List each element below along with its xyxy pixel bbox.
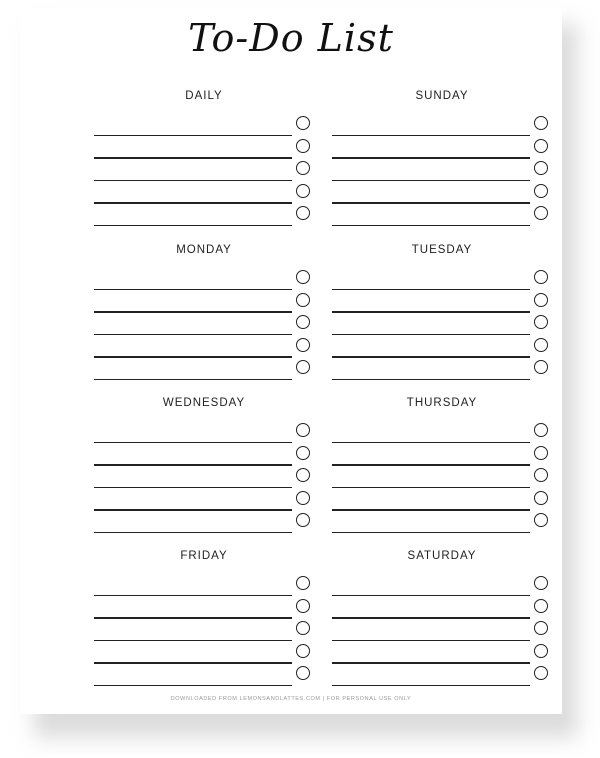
section-title: DAILY (185, 90, 223, 102)
task-checkbox[interactable] (534, 423, 548, 437)
task-checkbox[interactable] (534, 116, 548, 130)
task-row[interactable] (332, 619, 552, 641)
task-checkbox[interactable] (534, 315, 548, 329)
task-line[interactable] (332, 379, 530, 380)
task-checkbox[interactable] (296, 206, 310, 220)
footer-note: DOWNLOADED FROM LEMONSANDLATTES.COM | FOR PERSONAL USE ONLY (170, 696, 412, 702)
task-checkbox[interactable] (296, 576, 310, 590)
task-checkbox[interactable] (534, 513, 548, 527)
task-row[interactable] (94, 574, 314, 596)
task-row[interactable] (94, 204, 314, 226)
task-row[interactable] (94, 313, 314, 335)
task-line[interactable] (94, 685, 292, 686)
section-friday (94, 550, 314, 690)
task-row[interactable] (332, 444, 552, 466)
task-checkbox[interactable] (296, 184, 310, 198)
task-row[interactable] (94, 466, 314, 488)
task-row[interactable] (332, 313, 552, 335)
task-checkbox[interactable] (534, 293, 548, 307)
task-row[interactable] (332, 511, 552, 533)
task-checkbox[interactable] (296, 315, 310, 329)
task-row[interactable] (332, 421, 552, 443)
task-row[interactable] (94, 268, 314, 290)
task-row[interactable] (94, 511, 314, 533)
task-line[interactable] (94, 532, 292, 533)
task-row[interactable] (332, 597, 552, 619)
todo-page (20, 8, 562, 714)
task-row[interactable] (332, 182, 552, 204)
task-row[interactable] (332, 642, 552, 664)
task-checkbox[interactable] (296, 513, 310, 527)
task-line[interactable] (332, 532, 530, 533)
task-checkbox[interactable] (296, 423, 310, 437)
task-checkbox[interactable] (534, 468, 548, 482)
task-checkbox[interactable] (296, 599, 310, 613)
section-daily (94, 90, 314, 230)
section-title: MONDAY (176, 244, 232, 256)
task-checkbox[interactable] (534, 206, 548, 220)
task-row[interactable] (94, 137, 314, 159)
task-checkbox[interactable] (534, 446, 548, 460)
task-row[interactable] (332, 137, 552, 159)
task-row[interactable] (94, 664, 314, 686)
task-row[interactable] (94, 336, 314, 358)
task-checkbox[interactable] (296, 338, 310, 352)
section-title: FRIDAY (180, 550, 228, 562)
section-saturday (332, 550, 552, 690)
task-checkbox[interactable] (296, 270, 310, 284)
task-checkbox[interactable] (534, 644, 548, 658)
task-row[interactable] (332, 268, 552, 290)
task-row[interactable] (332, 664, 552, 686)
task-line[interactable] (94, 379, 292, 380)
section-title: SUNDAY (415, 90, 469, 102)
task-line[interactable] (332, 685, 530, 686)
task-row[interactable] (94, 114, 314, 136)
section-wednesday (94, 397, 314, 537)
task-checkbox[interactable] (296, 621, 310, 635)
section-sunday (332, 90, 552, 230)
task-checkbox[interactable] (534, 161, 548, 175)
task-row[interactable] (94, 421, 314, 443)
section-monday (94, 244, 314, 384)
task-checkbox[interactable] (534, 621, 548, 635)
task-row[interactable] (94, 619, 314, 641)
task-row[interactable] (332, 358, 552, 380)
task-checkbox[interactable] (296, 161, 310, 175)
task-checkbox[interactable] (534, 184, 548, 198)
task-checkbox[interactable] (296, 644, 310, 658)
task-row[interactable] (94, 358, 314, 380)
task-row[interactable] (332, 114, 552, 136)
task-row[interactable] (332, 336, 552, 358)
task-row[interactable] (94, 444, 314, 466)
section-thursday (332, 397, 552, 537)
task-checkbox[interactable] (534, 491, 548, 505)
task-checkbox[interactable] (534, 599, 548, 613)
section-title: SATURDAY (407, 550, 477, 562)
section-title: THURSDAY (406, 397, 478, 409)
section-tuesday (332, 244, 552, 384)
task-row[interactable] (94, 159, 314, 181)
task-checkbox[interactable] (296, 293, 310, 307)
task-checkbox[interactable] (296, 116, 310, 130)
task-row[interactable] (332, 204, 552, 226)
task-checkbox[interactable] (296, 446, 310, 460)
task-row[interactable] (332, 291, 552, 313)
task-row[interactable] (94, 597, 314, 619)
task-row[interactable] (332, 159, 552, 181)
task-row[interactable] (94, 489, 314, 511)
task-row[interactable] (332, 574, 552, 596)
task-row[interactable] (332, 466, 552, 488)
task-row[interactable] (94, 182, 314, 204)
page-title: To-Do List (188, 16, 394, 60)
task-checkbox[interactable] (296, 666, 310, 680)
task-checkbox[interactable] (534, 576, 548, 590)
task-row[interactable] (94, 642, 314, 664)
task-line[interactable] (94, 225, 292, 226)
task-checkbox[interactable] (534, 338, 548, 352)
section-title: WEDNESDAY (162, 397, 246, 409)
task-checkbox[interactable] (534, 270, 548, 284)
task-checkbox[interactable] (296, 468, 310, 482)
task-checkbox[interactable] (296, 360, 310, 374)
task-checkbox[interactable] (296, 491, 310, 505)
task-checkbox[interactable] (296, 139, 310, 153)
task-checkbox[interactable] (534, 666, 548, 680)
task-checkbox[interactable] (534, 360, 548, 374)
task-row[interactable] (332, 489, 552, 511)
task-line[interactable] (332, 225, 530, 226)
task-checkbox[interactable] (534, 139, 548, 153)
section-title: TUESDAY (411, 244, 473, 256)
task-row[interactable] (94, 291, 314, 313)
